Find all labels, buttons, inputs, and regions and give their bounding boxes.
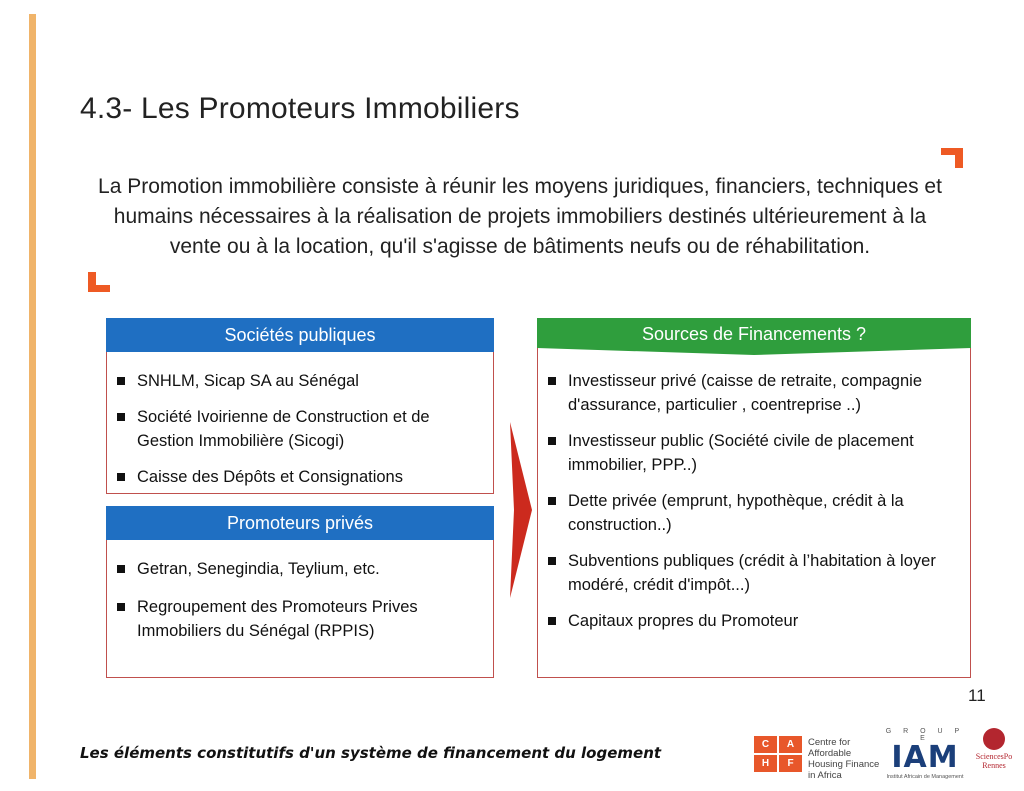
right-arrow-icon <box>510 422 532 598</box>
left-accent-bar <box>29 14 36 779</box>
cahf-logo-text: Centre for Affordable Housing Finance in Africa <box>808 737 880 781</box>
square-bullet-icon <box>548 437 556 445</box>
list-item: Société Ivoirienne de Construction et de Gestion Immobilière (Sicogi) <box>107 405 487 453</box>
quote-corner-bottom-left-icon <box>88 272 110 292</box>
iam-subtitle: Institut Africain de Management <box>886 774 964 780</box>
list-item: Caisse des Dépôts et Consignations <box>107 465 487 489</box>
square-bullet-icon <box>117 377 125 385</box>
list-item: Investisseur privé (caisse de retraite, compagnie d'assurance, particulier , coentreprise ..) <box>538 369 958 417</box>
sciencespo-name: SciencesPo <box>975 752 1013 761</box>
list-item: Regroupement des Promoteurs Prives Immobiliers du Sénégal (RPPIS) <box>107 595 487 643</box>
list-item: SNHLM, Sicap SA au Sénégal <box>107 369 487 393</box>
iam-logo <box>884 728 966 778</box>
square-bullet-icon <box>117 565 125 573</box>
slide-title: 4.3- Les Promoteurs Immobiliers <box>80 92 520 125</box>
list-item: Investisseur public (Société civile de placement immobilier, PPP..) <box>538 429 958 477</box>
societes-publiques-heading: Sociétés publiques <box>106 318 494 352</box>
square-bullet-icon <box>117 473 125 481</box>
societes-publiques-list <box>107 369 487 489</box>
list-item: Dette privée (emprunt, hypothèque, crédit à la construction..) <box>538 489 958 537</box>
intro-paragraph: La Promotion immobilière consiste à réunir les moyens juridiques, financiers, techniques et humains nécessaires à la réalisation de projets immobiliers destinés ultérieurement à la vente ou à la location, qu'il s'agisse de bâtiments neufs ou de réhabilitation. <box>98 175 942 258</box>
square-bullet-icon <box>117 603 125 611</box>
sources-financements-list <box>538 369 958 633</box>
list-item: Getran, Senegindia, Teylium, etc. <box>107 557 487 581</box>
sciencespo-city: Rennes <box>982 761 1006 770</box>
promoteurs-prives-box <box>106 506 494 678</box>
sources-financements-heading: Sources de Financements ? <box>641 323 867 344</box>
promoteurs-prives-heading: Promoteurs privés <box>106 506 494 540</box>
cahf-logo: C A H F <box>754 736 802 772</box>
square-bullet-icon <box>117 413 125 421</box>
list-item: Capitaux propres du Promoteur <box>538 609 958 633</box>
sciencespo-emblem-icon <box>983 728 1005 750</box>
list-item: Subventions publiques (crédit à l’habitation à loyer modéré, crédit d'impôt...) <box>538 549 958 597</box>
square-bullet-icon <box>548 557 556 565</box>
square-bullet-icon <box>548 497 556 505</box>
square-bullet-icon <box>548 617 556 625</box>
sciencespo-logo <box>968 726 1020 776</box>
sources-financements-box <box>537 318 971 678</box>
iam-groupe-label: G R O U P E <box>885 728 965 742</box>
quote-corner-top-right-icon <box>941 148 963 168</box>
square-bullet-icon <box>548 377 556 385</box>
promoteurs-prives-list <box>107 557 487 643</box>
page-number: 11 <box>968 686 986 705</box>
footer-caption: Les éléments constitutifs d'un système de financement du logement <box>80 744 662 762</box>
societes-publiques-box <box>106 318 494 494</box>
iam-mark: IAM <box>891 740 959 775</box>
